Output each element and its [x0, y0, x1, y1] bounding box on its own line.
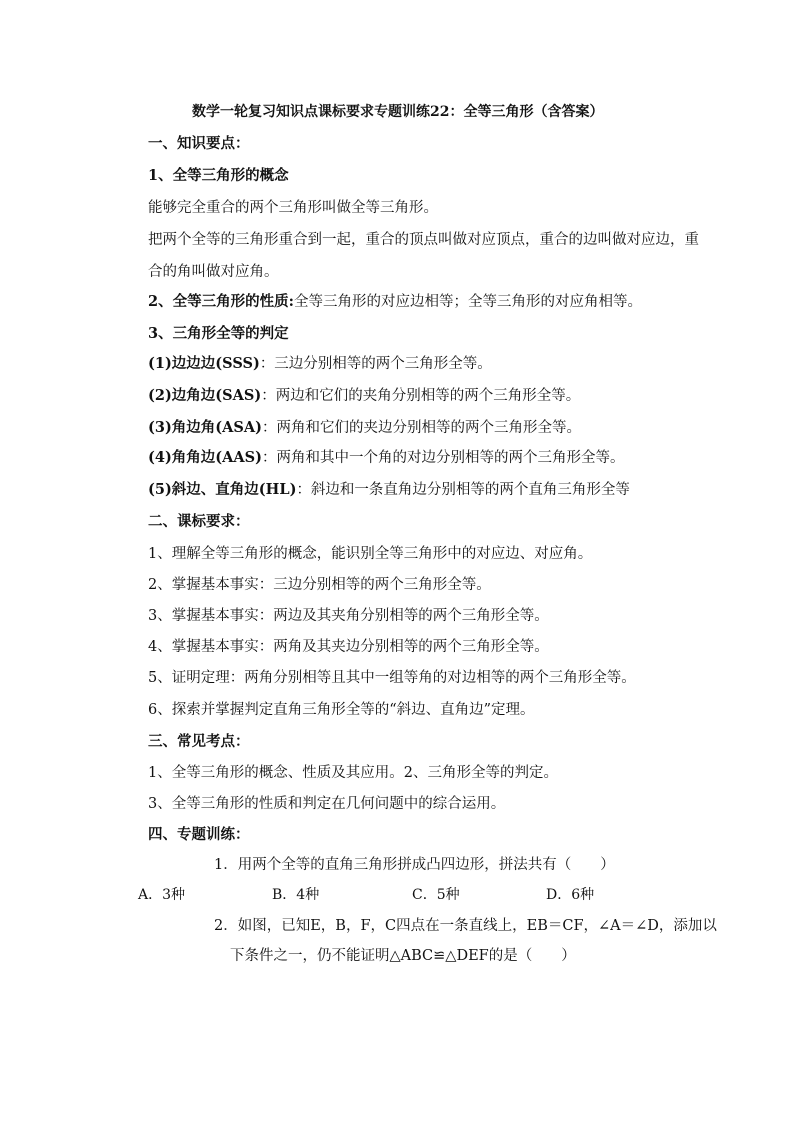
- criterion-text: ：两角和它们的夹边分别相等的两个三角形全等。: [262, 420, 582, 436]
- paragraph-correspondence-line1: 把两个全等的三角形重合到一起，重合的顶点叫做对应顶点，重合的边叫做对应边，重: [148, 232, 699, 248]
- criterion-label: (5)斜边、直角边(HL): [148, 481, 297, 498]
- criterion-asa: [148, 418, 581, 438]
- exam-point-item-1: 1、全等三角形的概念、性质及其应用。2、三角形全等的判定。: [148, 765, 558, 781]
- subheading-properties: 2、全等三角形的性质:: [148, 293, 294, 310]
- criterion-text: ：斜边和一条直角边分别相等的两个直角三角形全等: [296, 482, 630, 498]
- criterion-label: (3)角边角(ASA): [148, 419, 263, 436]
- exam-point-item-2: 3、全等三角形的性质和判定在几何问题中的综合运用。: [148, 796, 506, 812]
- standard-item-5: 5、证明定理：两角分别相等且其中一组等角的对边相等的两个三角形全等。: [148, 670, 636, 686]
- section-heading-practice: 四、专题训练：: [148, 826, 250, 843]
- criterion-label: (4)角角边(AAS): [148, 449, 263, 466]
- standard-item-1: 1、理解全等三角形的概念，能识别全等三角形中的对应边、对应角。: [148, 546, 593, 562]
- criterion-text: ：三边分别相等的两个三角形全等。: [259, 356, 492, 372]
- section-heading-exam-points: 三、常见考点：: [148, 733, 250, 750]
- criterion-label: (2)边角边(SAS): [148, 387, 262, 404]
- criterion-text: ：两边和它们的夹角分别相等的两个三角形全等。: [261, 388, 581, 404]
- question-1-option-d: D．6种: [546, 887, 595, 903]
- criterion-sas: [148, 386, 580, 406]
- subheading-criteria: 3、三角形全等的判定: [148, 325, 289, 342]
- question-1-stem: 1．用两个全等的直角三角形拼成凸四边形，拼法共有（ ）: [214, 857, 615, 873]
- standard-item-2: 2、掌握基本事实：三边分别相等的两个三角形全等。: [148, 577, 491, 593]
- properties-text: 全等三角形的对应边相等；全等三角形的对应角相等。: [293, 294, 642, 310]
- question-2-stem-line2: 下条件之一，仍不能证明△ABC≌△DEF的是（ ）: [230, 948, 576, 964]
- document-title: 数学一轮复习知识点课标要求专题训练22：全等三角形（含答案）: [192, 104, 604, 120]
- question-1-option-a: A．3种: [138, 887, 186, 903]
- standard-item-4: 4、掌握基本事实：两角及其夹边分别相等的两个三角形全等。: [148, 639, 549, 655]
- section-heading-standards: 二、课标要求：: [148, 513, 250, 530]
- subheading-concept: 1、全等三角形的概念: [148, 167, 289, 184]
- criterion-hl: [148, 480, 630, 500]
- question-2-stem-line1: 2．如图，已知E，B，F，C四点在一条直线上，EB＝CF，∠A＝∠D，添加以: [214, 918, 717, 934]
- standard-item-6: 6、探索并掌握判定直角三角形全等的“斜边、直角边”定理。: [148, 702, 535, 718]
- question-1-option-b: B．4种: [272, 887, 320, 903]
- standard-item-3: 3、掌握基本事实：两边及其夹角分别相等的两个三角形全等。: [148, 608, 549, 624]
- criterion-sss: [148, 354, 492, 374]
- paragraph-correspondence-line2: 合的角叫做对应角。: [148, 264, 279, 280]
- criterion-aas: [148, 448, 625, 468]
- criterion-label: (1)边边边(SSS): [148, 355, 260, 372]
- paragraph-properties: [148, 292, 642, 312]
- criterion-text: ：两角和其中一个角的对边分别相等的两个三角形全等。: [262, 450, 625, 466]
- question-1-option-c: C．5种: [412, 887, 460, 903]
- section-heading-knowledge: 一、知识要点：: [148, 135, 250, 152]
- paragraph-definition: 能够完全重合的两个三角形叫做全等三角形。: [148, 200, 438, 216]
